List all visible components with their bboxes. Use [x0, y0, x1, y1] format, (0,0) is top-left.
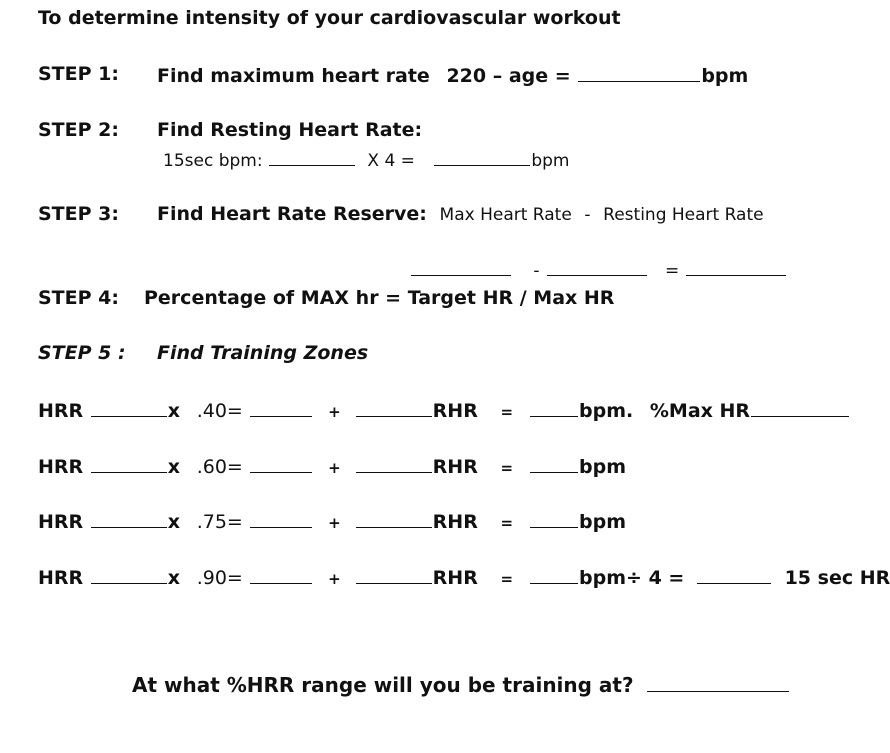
zone-unit: bpm: [579, 456, 627, 478]
zone-rhr-label: RHR: [432, 567, 478, 589]
zone-times: x: [167, 511, 181, 533]
title-text: To determine intensity of your cardiovascular workout: [38, 7, 621, 29]
resting-hr-blank[interactable]: [434, 146, 530, 166]
zone-times: x: [167, 400, 181, 422]
hrr-minus: -: [533, 261, 540, 281]
zone-unit: bpm: [579, 511, 627, 533]
zone-pct: .75=: [196, 511, 243, 533]
zone-hrr-blank[interactable]: [91, 564, 167, 584]
zone-product-blank[interactable]: [250, 564, 312, 584]
zone-row-40: [38, 397, 850, 424]
step2-text: Find Resting Heart Rate:: [157, 119, 423, 141]
zone-unit: bpm.: [579, 400, 634, 422]
step5-label: STEP 5 :: [38, 342, 126, 364]
step3-row: [157, 202, 764, 227]
zone-15sec-blank[interactable]: [697, 564, 771, 584]
hrr-result-blank[interactable]: [686, 256, 786, 276]
step3-label: STEP 3:: [38, 203, 119, 225]
zone-hrr-label: HRR: [38, 511, 84, 533]
step1-row: [157, 62, 748, 88]
step3-desc-a: Max Heart Rate: [439, 205, 572, 225]
zone-hrr-label: HRR: [38, 400, 84, 422]
zone-bpm-blank[interactable]: [530, 508, 578, 528]
zone-pct: .40=: [196, 400, 243, 422]
zone-unit: bpm÷ 4 =: [579, 567, 685, 589]
step3-text: Find Heart Rate Reserve:: [157, 203, 427, 225]
zone-rhr-blank[interactable]: [356, 397, 432, 417]
zone-eq: =: [500, 514, 514, 532]
zone-product-blank[interactable]: [250, 397, 312, 417]
zone-row-75: [38, 508, 626, 535]
step4-text: Percentage of MAX hr = Target HR / Max HR: [144, 287, 615, 309]
zone-row-90: [38, 564, 890, 591]
zone-rhr-blank[interactable]: [356, 508, 432, 528]
zone-product-blank[interactable]: [250, 453, 312, 473]
step4-label: STEP 4:: [38, 287, 119, 309]
hrr-equals: =: [664, 261, 680, 281]
zone-plus: +: [328, 570, 341, 588]
hrr-range-blank[interactable]: [647, 672, 789, 692]
question-row: [132, 672, 790, 697]
zone-rhr-label: RHR: [432, 511, 478, 533]
zone-plus: +: [328, 514, 341, 532]
zone-bpm-blank[interactable]: [530, 453, 578, 473]
step2-unit: bpm: [531, 151, 570, 171]
zone-rhr-blank[interactable]: [356, 453, 432, 473]
zone-rhr-blank[interactable]: [356, 564, 432, 584]
zone-plus: +: [328, 459, 341, 477]
max-hr-blank[interactable]: [578, 62, 700, 82]
hrr-rest-blank[interactable]: [547, 256, 647, 276]
zone-product-blank[interactable]: [250, 508, 312, 528]
zone-hrr-blank[interactable]: [91, 508, 167, 528]
zone-15sec-label: 15 sec HR: [784, 567, 890, 589]
zone-hrr-blank[interactable]: [91, 397, 167, 417]
zone-times: x: [167, 456, 181, 478]
step1-formula: 220 – age =: [446, 65, 571, 87]
zone-rhr-label: RHR: [432, 400, 478, 422]
step2-label: STEP 2:: [38, 119, 119, 141]
zone-eq: =: [500, 570, 514, 588]
zone-bpm-blank[interactable]: [530, 397, 578, 417]
zone-times: x: [167, 567, 181, 589]
step1-unit: bpm: [701, 65, 749, 87]
zone-hrr-label: HRR: [38, 456, 84, 478]
zone-eq: =: [500, 403, 514, 421]
resting-15sec-blank[interactable]: [269, 146, 355, 166]
zone-hrr-blank[interactable]: [91, 453, 167, 473]
step2-prefix: 15sec bpm:: [163, 151, 263, 171]
hrr-max-blank[interactable]: [411, 256, 511, 276]
zone-pct: .90=: [196, 567, 243, 589]
zone-pct: .60=: [196, 456, 243, 478]
zone-hrr-label: HRR: [38, 567, 84, 589]
zone-maxhr-blank[interactable]: [751, 397, 849, 417]
zone-eq: =: [500, 459, 514, 477]
zone-plus: +: [328, 403, 341, 421]
page-title: [38, 6, 621, 30]
step3-desc-dash: -: [584, 205, 591, 225]
step3-desc-b: Resting Heart Rate: [603, 205, 764, 225]
step2-mult: X 4 =: [367, 151, 415, 171]
step5-text: Find Training Zones: [157, 342, 369, 364]
zone-bpm-blank[interactable]: [530, 564, 578, 584]
step2-line: [163, 146, 569, 173]
question-text: At what %HRR range will you be training at?: [132, 673, 634, 697]
zone-maxhr-label: %Max HR: [649, 400, 751, 422]
hrr-calc-row: [410, 256, 787, 283]
step1-text: Find maximum heart rate: [157, 65, 430, 87]
zone-rhr-label: RHR: [432, 456, 478, 478]
zone-row-60: [38, 453, 626, 480]
step1-label: STEP 1:: [38, 63, 119, 85]
